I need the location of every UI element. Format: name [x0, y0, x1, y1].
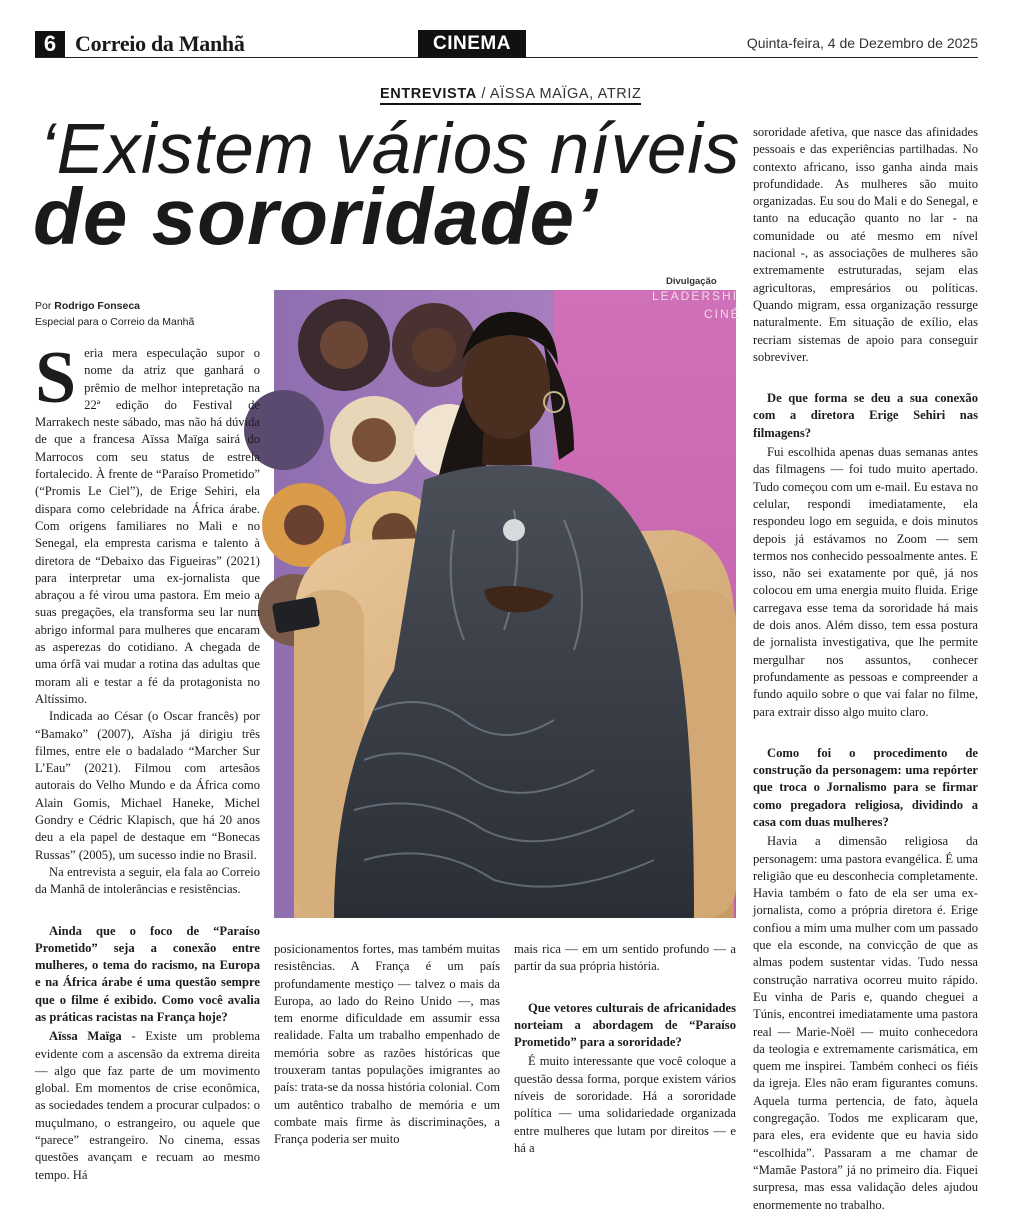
kicker-label: ENTREVISTA — [380, 86, 477, 102]
byline — [35, 298, 194, 330]
answer-3: Fui escolhida apenas duas semanas antes das filmagens — foi tudo muito apertado. Tudo começou com um e-mail. Eu estava no celular, respondi imediatamente, ela respondeu logo em seguida, e dois minutos depois já estávamos no Zoom — sem termos nos conhecido pessoalmente antes. E isso, não sei exatamente por quê, já nos colocou em uma energia muito fluida. Erige carregava esse tema da sororidade há mais de dois anos. Além disso, tem essa postura de jornalista investigativa, que lhe permite mergulhar nos assuntos, conhecer profundamente as pessoas e compreender a fundo aquilo sobre o que vai falar no filme, para extrair disso algo muito claro. — [753, 445, 978, 719]
byline-role: Especial para o Correio da Manhã — [35, 316, 195, 328]
answer-1-text: - Existe um problema evidente com a ascensão da extrema direita — algo que faz parte de um movimento global. Em momentos de crise econômica, as sociedades tendem a procurar culpados: o muçulmano, o estrangeiro, ou aquele que “parece” estrangeiro. No cinema, essas questões avançam e recuam ao mesmo tempo. Há — [35, 1029, 260, 1182]
drop-cap: S — [35, 337, 77, 419]
answer-1-part-3: mais rica — em um sentido profundo — a partir da sua própria história. — [514, 942, 736, 974]
headline-line-1: ‘Existem vários níveis — [40, 110, 741, 189]
interview-photo — [274, 289, 741, 918]
answer-2-part-2: sororidade afetiva, que nasce das afinidades pessoais e das experiências partilhadas. No contexto africano, isso ganha ainda mais profundidade. As mulheres são muito organizadas. Eu sou do Mali e do Senegal, e tanto na educação quanto no lar - na comunidade ou até mesmo em nível nacional -, as associações de mulheres são extremamente estruturadas, sejam elas agricultoras, empresários ou políticas. Quando migram, essa organização ressurge naturalmente. Em situação de exílio, elas recriam sistemas de apoio para conseguir sobreviver. — [753, 125, 978, 364]
newspaper-name: Correio da Manhã — [75, 31, 245, 56]
issue-date: Quinta-feira, 4 de Dezembro de 2025 — [746, 35, 978, 51]
article-column-2 — [274, 941, 500, 1149]
lead-text: eria mera especulação supor o nome da atriz que ganhará o prêmio de melhor intepretação na 22ª edição do Festival de Marrakech neste sábado, mas não há dúvida de que a francesa Aïssa Maïga sairá do Marrocos com seu status de estrela fortalecido. À frente de “Paraíso Prometido” (“Promis Le Ciel”), de Erige Sehiri, ela dispara como celebridade na África árabe. Com origens familiares no Mali e no Senegal, ela empresta carisma e talento à diretora de “Debaixo das Figueiras” (2021) para interpretar uma ex-jornalista que abraçou a fé virou uma pastora. Em meio a suas pregações, ela transforma seu lar num abrigo informal para mulheres que encaram as asperezas do cotidiano. A chegada de uma órfã vai mudar a rotina das adultas que moram ali e testar a fé da protagonista no Altíssimo. — [35, 346, 260, 706]
answer-1-part-2: posicionamentos fortes, mas também muitas resistências. A França é um país profundamente mestiço — talvez o mais da Europa, ao lado do Reino Unido —, mas tem enorme dificuldade em assumir essa realidade. Falta um trabalho empenhado de memória sobre as razões históricas que trouxeram tantas populações imigrantes ao país: trata-se da nossa história colonial. Com um autêntico trabalho de memória e um combate mais firme às discriminações, a França poderia ser muito — [274, 942, 500, 1147]
question-1: Ainda que o foco de “Paraíso Prometido” seja a conexão entre mulheres, o tema do racismo, na Europa e na África árabe é uma questão sempre que o filme é exibido. Como você avalia as práticas racistas na França hoje? — [35, 923, 260, 1024]
byline-by: Por — [35, 300, 52, 312]
lead-paragraph — [35, 337, 260, 708]
page-header — [35, 30, 978, 58]
article-column-3 — [514, 941, 736, 1157]
paragraph-2: Indicada ao César (o Oscar francês) por “Bamako” (2007), Aïsha já dirigiu três filmes, entre ele o badalado “Marcher Sur L’Eau” (2021). Filmou com artesãos autorais do Velho Mundo e da África como Alain Gomis, Michael Haneke, Michel Gondry e Cédric Klapisch, que há 20 anos deu a ela papel de destaque em “Bonecas Russas” (2005), um sucesso indie no Brasil. — [35, 709, 260, 862]
question-4: Como foi o procedimento de construção da personagem: uma repórter que troca o Jornalismo para se firmar como pregadora religiosa, dividindo a casa com duas mulheres? — [753, 745, 978, 829]
section-label: CINEMA — [418, 30, 526, 58]
kicker-separator: / — [481, 86, 487, 102]
answer-4: Havia a dimensão religiosa da personagem: uma pastora evangélica. É uma religião que eu desconhecia completamente. Havia também o fato de ela ser uma ex-jornalista, como a própria diretora é. Erige confiou a mim uma mulher com um passado que ela esconde, na convicção de que as almas podem sustentar vidas. Tudo nessa construção narrativa ocorreu muito rápido. Eu vinha de Paris e, quando cheguei a Túnis, encontrei imediatamente uma pastora real — Marie-Noël — muito conhecedora da teologia e extremamente carismática, em quem me inspirei. Também conheci os fiéis da igreja. Eles não eram figurantes comuns. Aquela turma pertencia, de fato, àquela congregação. Todos me explicaram que, para eles, era evidente que eu havia sido “escolhida”. Passaram a me chamar de “Mamãe Pastora” já no primeiro dia. Fiquei surpresa, mas essa validação deles ajudou enormemente no trabalho. — [753, 834, 978, 1212]
portrait-illustration — [274, 289, 741, 918]
article-column-1 — [35, 337, 260, 1184]
kicker-subject: AÏSSA MAÏGA, ATRIZ — [489, 86, 642, 102]
backdrop-text-2: CINÉ — [704, 307, 741, 321]
article-kicker — [380, 86, 641, 105]
answer-2-part-1: É muito interessante que você coloque a questão dessa forma, porque existem vários níveis de sororidade. Há a sororidade política — uma solidariedade organizada entre mulheres que lutam por direitos — e há a — [514, 1054, 736, 1155]
answer-1-speaker: Aïssa Maïga — [49, 1029, 122, 1044]
article-column-4 — [753, 124, 978, 1214]
face — [462, 331, 550, 439]
question-2: Que vetores culturais de africanidades norteiam a abordagem de “Paraíso Prometido” para a sororidade? — [514, 1000, 736, 1050]
answer-1-part-1 — [35, 1028, 260, 1184]
paragraph-3: Na entrevista a seguir, ela fala ao Correio da Manhã de intolerâncias e resistências. — [35, 864, 260, 897]
backdrop-text-1: LEADERSHI — [652, 289, 739, 303]
byline-author: Rodrigo Fonseca — [54, 300, 141, 312]
headline-line-2: de sororidade’ — [33, 172, 599, 261]
photo-credit: Divulgação — [666, 276, 717, 287]
question-3: De que forma se deu a sua conexão com a diretora Erige Sehiri nas filmagens? — [753, 391, 978, 440]
page-number: 6 — [35, 31, 65, 57]
brooch — [503, 519, 525, 541]
